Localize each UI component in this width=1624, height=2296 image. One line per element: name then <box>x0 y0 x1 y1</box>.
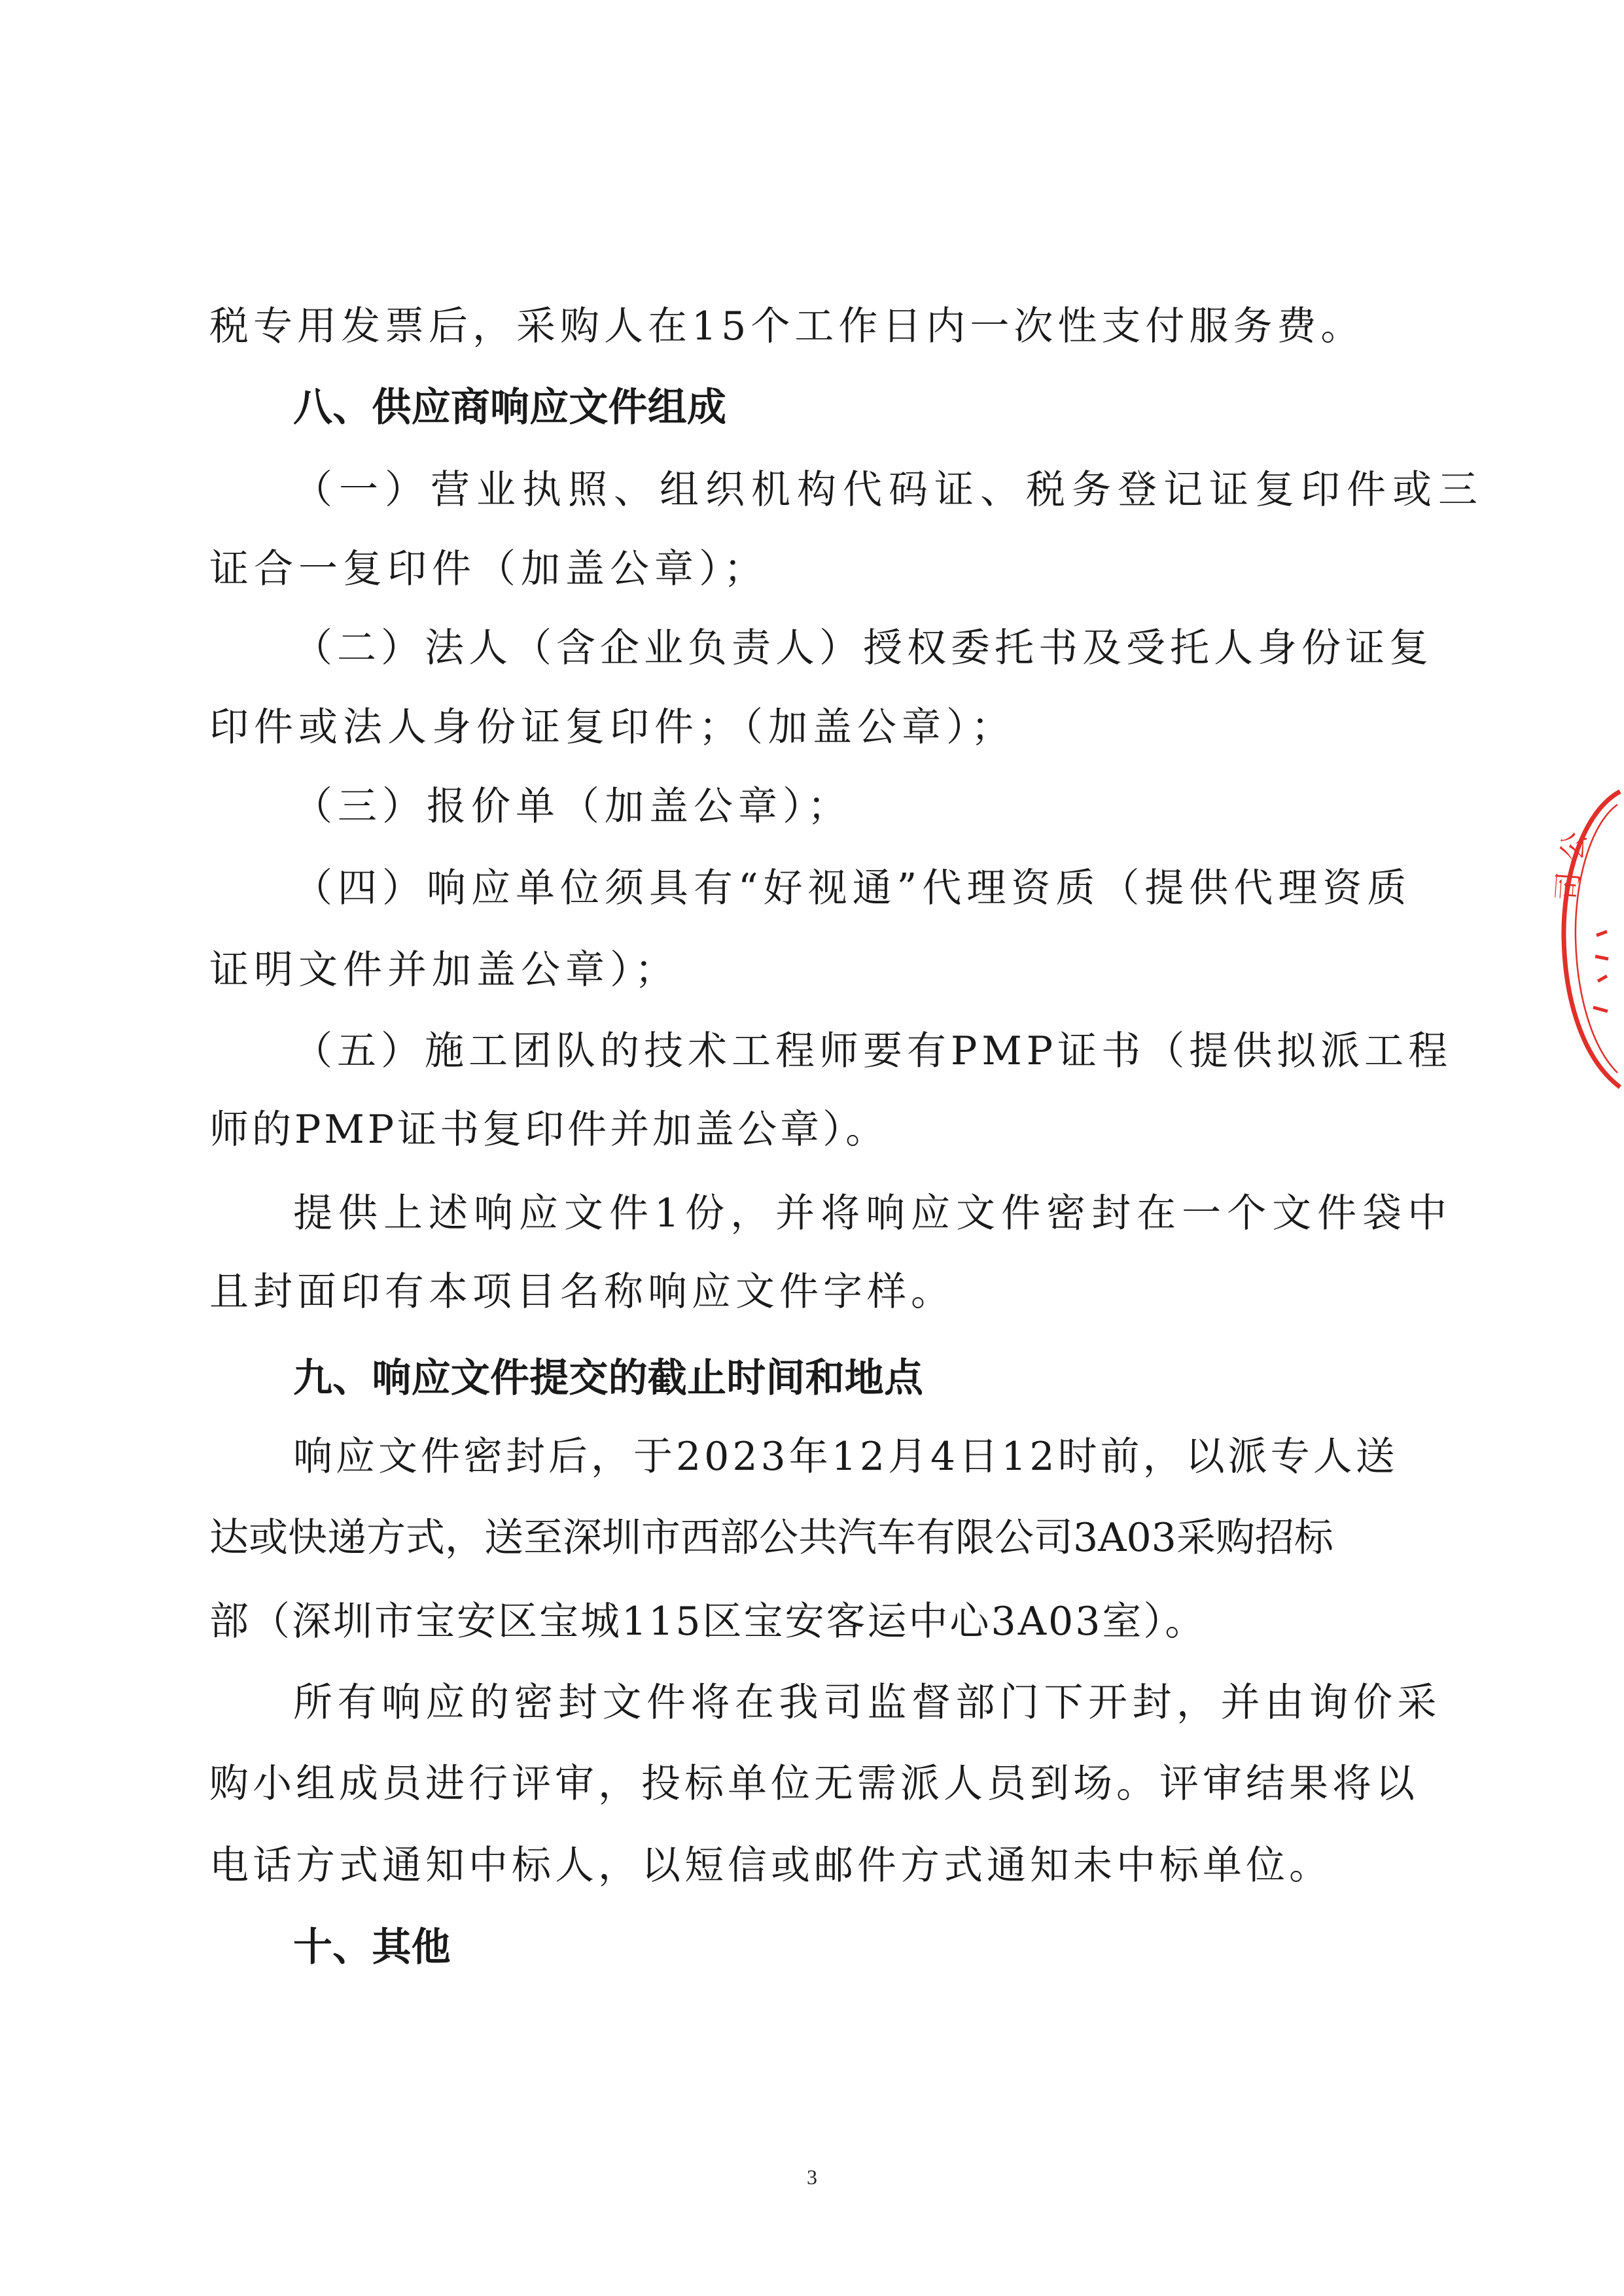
body-line: 税专用发票后，采购人在15个工作日内一次性支付服务费。 <box>209 304 1365 349</box>
company-seal-stamp <box>1551 785 1624 1092</box>
paragraph-line: 所有响应的密封文件将在我司监督部门下开封，并由询价采 <box>293 1680 1441 1726</box>
list-item-5-line-1: （五）施工团队的技术工程师要有PMP证书（提供拟派工程 <box>293 1028 1453 1074</box>
section-heading-8: 八、供应商响应文件组成 <box>293 385 727 430</box>
svg-text:公: 公 <box>1555 829 1593 863</box>
list-item-4-line-1: （四）响应单位须具有“好视通”代理资质（提供代理资质 <box>293 865 1412 911</box>
list-item-1-line-2: 证合一复印件（加盖公章）； <box>209 546 768 592</box>
paragraph-line: 提供上述响应文件1份，并将响应文件密封在一个文件袋中 <box>293 1191 1453 1236</box>
paragraph-line: 且封面印有本项目名称响应文件字样。 <box>209 1269 955 1315</box>
list-item-2-line-2: 印件或法人身份证复印件；（加盖公章）； <box>209 704 1015 750</box>
section-heading-10: 十、其他 <box>293 1924 451 1970</box>
paragraph-line: 响应文件密封后，于2023年12月4日12时前，以派专人送 <box>293 1434 1398 1480</box>
list-item-3: （三）报价单（加盖公章）； <box>293 784 852 829</box>
svg-text:司: 司 <box>1551 871 1587 902</box>
list-item-2-line-1: （二）法人（含企业负责人）授权委托书及受托人身份证复 <box>293 625 1433 671</box>
paragraph-line: 电话方式通知中标人，以短信或邮件方式通知未中标单位。 <box>209 1843 1332 1888</box>
paragraph-line: 部（深圳市宝安区宝城115区宝安客运中心3A03室）。 <box>209 1599 1207 1644</box>
section-heading-9: 九、响应文件提交的截止时间和地点 <box>293 1355 924 1401</box>
paragraph-line: 购小组成员进行评审，投标单位无需派人员到场。评审结果将以 <box>209 1761 1419 1807</box>
list-item-1-line-1: （一）营业执照、组织机构代码证、税务登记证复印件或三 <box>293 467 1484 513</box>
list-item-4-line-2: 证明文件并加盖公章）； <box>209 947 679 993</box>
page-number: 3 <box>807 2165 817 2189</box>
list-item-5-line-2: 师的PMP证书复印件并加盖公章）。 <box>209 1107 889 1153</box>
paragraph-line: 达或快递方式，送至深圳市西部公共汽车有限公司3A03采购招标 <box>209 1515 1333 1561</box>
